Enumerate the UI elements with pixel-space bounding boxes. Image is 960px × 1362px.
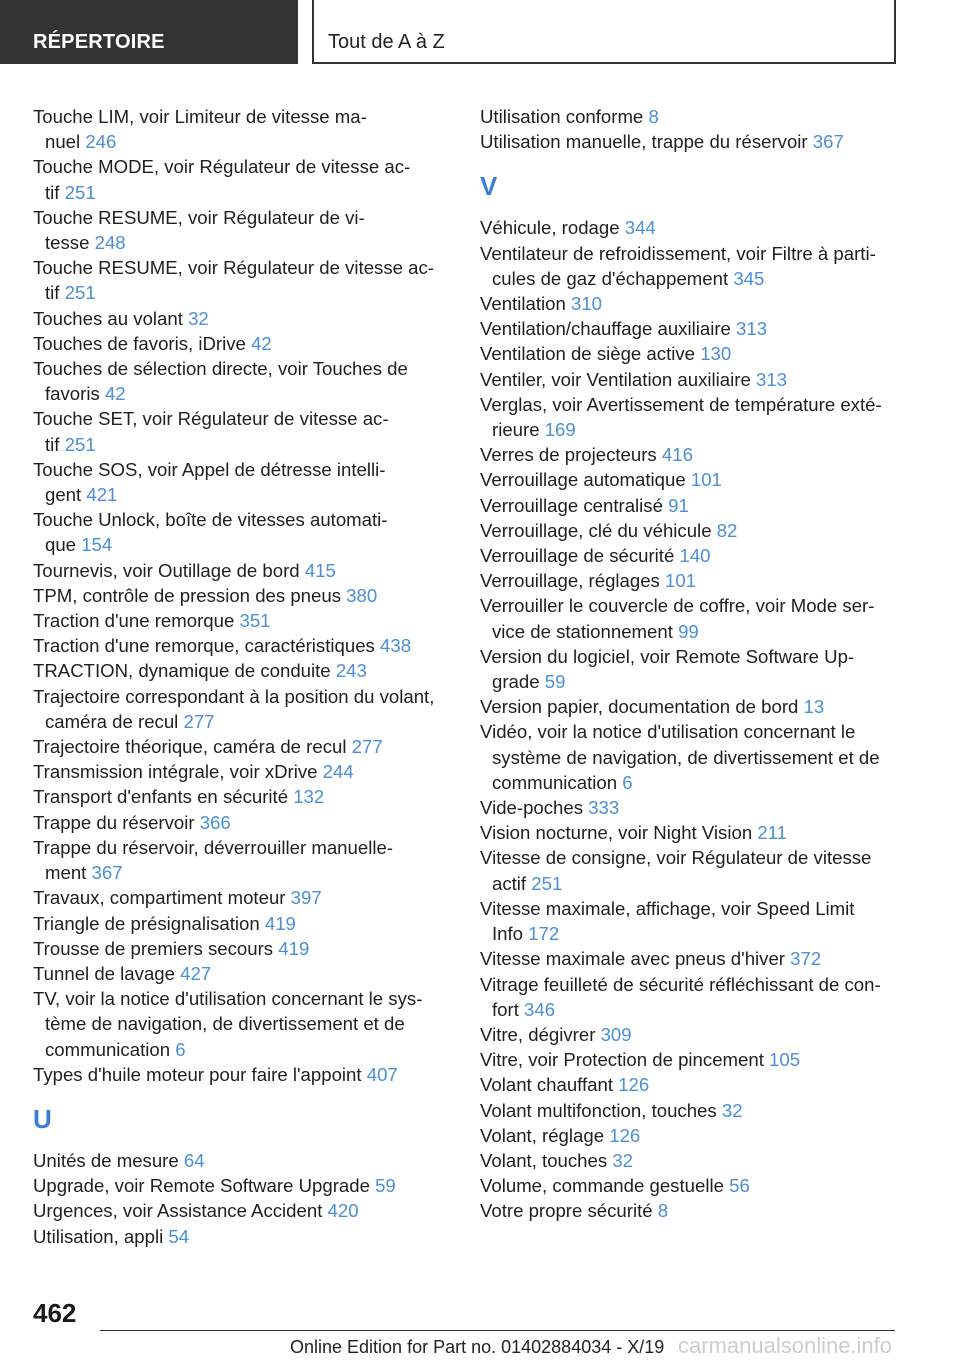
page-reference-link[interactable]: 420 (327, 1200, 359, 1222)
entry-text: Votre propre sécurité (480, 1200, 653, 1222)
page-reference-link[interactable]: 243 (335, 660, 367, 682)
index-entry (480, 946, 910, 971)
entry-text: Info (492, 923, 524, 945)
page-reference-link[interactable]: 91 (668, 494, 689, 516)
entry-text: Verres de projecteurs (480, 444, 657, 466)
page-reference-link[interactable]: 56 (729, 1175, 750, 1197)
entry-text: Upgrade, voir Remote Software Upgrade (33, 1175, 370, 1197)
entry-text: Volant, touches (480, 1149, 608, 1171)
page-reference-link[interactable]: 427 (180, 962, 212, 984)
index-entry (480, 1098, 910, 1123)
index-entry (33, 734, 453, 759)
page-reference-link[interactable]: 251 (64, 282, 96, 304)
entry-text: Transport d'enfants en sécurité (33, 786, 289, 808)
entry-text: Trajectoire correspondant à la position du volant, (33, 685, 435, 707)
entry-text: Vitre, voir Protection de pincement (480, 1049, 764, 1071)
entry-text: communication (45, 1038, 171, 1060)
index-entry (480, 367, 910, 392)
index-entry (480, 568, 910, 593)
entry-text: Urgences, voir Assistance Accident (33, 1200, 323, 1222)
page-reference-link[interactable]: 419 (278, 937, 310, 959)
index-letter-heading: U (33, 1103, 52, 1134)
index-entry (480, 543, 910, 568)
entry-text: Touche SET, voir Régulateur de vitesse ac- (33, 408, 389, 430)
entry-text: Version du logiciel, voir Remote Software Up- (480, 645, 855, 667)
page-reference-link[interactable]: 416 (661, 444, 693, 466)
index-entry (33, 1173, 453, 1198)
page-reference-link[interactable]: 419 (264, 912, 296, 934)
page-reference-link[interactable]: 372 (790, 948, 822, 970)
page-reference-link[interactable]: 54 (168, 1225, 190, 1247)
page-reference-link[interactable]: 8 (648, 106, 659, 127)
index-entry (480, 644, 910, 694)
footer-edition: Online Edition for Part no. 01402884034 - X/19 (290, 1337, 665, 1357)
entry-text: Vitesse maximale, affichage, voir Speed Limit (480, 897, 855, 919)
page-reference-link[interactable]: 105 (769, 1049, 801, 1071)
entry-text: tème de navigation, de divertissement et de (45, 1013, 405, 1035)
page-reference-link[interactable]: 172 (528, 923, 560, 945)
index-entry (33, 759, 453, 784)
index-entry (480, 104, 910, 129)
page-reference-link[interactable]: 42 (104, 383, 126, 405)
page-reference-link[interactable]: 407 (366, 1063, 398, 1085)
index-entry (480, 129, 910, 154)
page-reference-link[interactable]: 32 (612, 1149, 634, 1171)
page-reference-link[interactable]: 32 (721, 1099, 743, 1121)
page-reference-link[interactable]: 130 (700, 343, 732, 365)
index-entry (480, 719, 910, 795)
page-reference-link[interactable]: 309 (600, 1023, 632, 1045)
entry-text: Trappe du réservoir, déverrouiller manuelle- (33, 836, 393, 858)
entry-text: favoris (45, 383, 100, 405)
page-reference-link[interactable]: 277 (183, 710, 215, 732)
index-entry (480, 316, 910, 341)
entry-text: actif (492, 872, 527, 894)
entry-text: Travaux, compartiment moteur (33, 887, 286, 909)
entry-text: Vidéo, voir la notice d'utilisation concernant le (480, 721, 856, 743)
page-reference-link[interactable]: 421 (86, 484, 118, 506)
page-reference-link[interactable]: 82 (716, 519, 738, 541)
index-entry (480, 241, 910, 291)
index-entry (480, 1173, 910, 1198)
index-entry (480, 795, 910, 820)
page-reference-link[interactable]: 154 (81, 534, 113, 556)
entry-text: Vide-poches (480, 797, 584, 819)
index-entry (480, 694, 910, 719)
footer-divider (100, 1330, 895, 1331)
header-title: Tout de A à Z (312, 0, 896, 64)
entry-text: Touches au volant (33, 307, 183, 329)
index-column-left (33, 104, 453, 1249)
entry-text: Vitesse de consigne, voir Régulateur de vitesse (480, 847, 872, 869)
index-entry (480, 467, 910, 492)
page-reference-link[interactable]: 397 (290, 887, 322, 909)
page-reference-link[interactable]: 246 (85, 131, 117, 153)
page-reference-link[interactable]: 126 (609, 1124, 641, 1146)
page-reference-link[interactable]: 345 (733, 267, 765, 289)
entry-text: cules de gaz d'échappement (492, 267, 729, 289)
page-reference-link[interactable]: 351 (239, 610, 271, 632)
page-number: 462 (33, 1298, 77, 1328)
watermark: carmanualsonline.info (678, 1333, 893, 1358)
page-reference-link[interactable]: 211 (757, 822, 787, 844)
entry-text: communication (492, 771, 618, 793)
entry-text: Transmission intégrale, voir xDrive (33, 761, 318, 783)
entry-text: Volume, commande gestuelle (480, 1175, 724, 1197)
entry-text: Touche RESUME, voir Régulateur de vitesse ac- (33, 257, 434, 279)
entry-text: Verrouiller le couvercle de coffre, voir Mode ser- (480, 595, 875, 617)
entry-text: TRACTION, dynamique de conduite (33, 660, 331, 682)
index-letter-heading: V (480, 171, 498, 202)
entry-text: Vitre, dégivrer (480, 1023, 596, 1045)
page-reference-link[interactable]: 6 (175, 1038, 186, 1060)
entry-text: tesse (45, 232, 90, 254)
index-entry (33, 608, 453, 633)
index-entry (480, 442, 910, 467)
section-tab: RÉPERTOIRE (0, 0, 298, 64)
page-reference-link[interactable]: 169 (544, 419, 576, 441)
entry-text: vice de stationnement (492, 620, 673, 642)
index-entry (33, 1062, 453, 1087)
entry-text: Trousse de premiers secours (33, 937, 274, 959)
entry-text: Verrouillage automatique (480, 469, 686, 491)
index-entry (33, 331, 453, 356)
index-entry (33, 558, 453, 583)
entry-text: Volant, réglage (480, 1124, 605, 1146)
entry-text: Touches de favoris, iDrive (33, 332, 246, 354)
entry-text: Traction d'une remorque (33, 610, 235, 632)
index-entry (33, 684, 453, 734)
index-entry (480, 845, 910, 895)
entry-text: Traction d'une remorque, caractéristiques (33, 635, 375, 657)
index-entry (33, 306, 453, 331)
entry-text: Verrouillage, réglages (480, 570, 660, 592)
entry-text: ment (45, 862, 87, 884)
entry-text: fort (492, 998, 519, 1020)
entry-text: nuel (45, 131, 81, 153)
page-reference-link[interactable]: 251 (64, 181, 96, 203)
page-reference-link[interactable]: 6 (622, 771, 633, 793)
index-entry (33, 784, 453, 809)
entry-text: Verglas, voir Avertissement de température exté- (480, 393, 882, 415)
entry-text: gent (45, 484, 82, 506)
entry-text: TV, voir la notice d'utilisation concernant le sys- (33, 988, 423, 1010)
index-entry (33, 1224, 453, 1249)
entry-text: tif (45, 282, 60, 304)
page-reference-link[interactable]: 277 (351, 736, 383, 758)
entry-text: grade (492, 671, 540, 693)
entry-text: Verrouillage centralisé (480, 494, 663, 516)
index-entry (33, 154, 453, 204)
entry-text: Volant chauffant (480, 1074, 614, 1096)
entry-text: Tunnel de lavage (33, 962, 175, 984)
entry-text: Ventilateur de refroidissement, voir Filtre à parti- (480, 242, 876, 264)
entry-text: Touches de sélection directe, voir Touches de (33, 358, 408, 380)
index-entry (33, 810, 453, 835)
index-entry (480, 1123, 910, 1148)
index-entry (480, 493, 910, 518)
index-entry (480, 392, 910, 442)
page-reference-link[interactable]: 64 (183, 1149, 205, 1171)
page-reference-link[interactable]: 367 (91, 862, 123, 884)
index-entry (33, 104, 453, 154)
page-reference-link[interactable]: 244 (322, 761, 354, 783)
index-entry (33, 457, 453, 507)
page-reference-link[interactable]: 367 (812, 131, 844, 153)
page-reference-link[interactable]: 99 (678, 620, 699, 642)
page-reference-link[interactable]: 251 (531, 872, 563, 894)
page-reference-link[interactable]: 59 (375, 1175, 396, 1197)
index-entry (480, 341, 910, 366)
page-reference-link[interactable]: 101 (690, 469, 722, 491)
page-reference-link[interactable]: 248 (94, 232, 126, 254)
entry-text: Utilisation conforme (480, 106, 644, 127)
index-entry (480, 1022, 910, 1047)
page-reference-link[interactable]: 438 (380, 635, 412, 657)
entry-text: Trajectoire théorique, caméra de recul (33, 736, 347, 758)
page-reference-link[interactable]: 251 (64, 433, 96, 455)
entry-text: Vitrage feuilleté de sécurité réfléchissant de con- (480, 973, 881, 995)
entry-text: Verrouillage de sécurité (480, 545, 675, 567)
index-entry (480, 215, 910, 240)
index-entry (480, 820, 910, 845)
index-entry (33, 1198, 453, 1223)
entry-text: Véhicule, rodage (480, 217, 620, 239)
page-reference-link[interactable]: 140 (679, 545, 711, 567)
entry-text: tif (45, 433, 60, 455)
entry-text: Volant multifonction, touches (480, 1099, 717, 1121)
entry-text: TPM, contrôle de pression des pneus (33, 584, 341, 606)
index-entry (480, 593, 910, 643)
entry-text: rieure (492, 419, 540, 441)
index-entry (33, 255, 453, 305)
index-entry (480, 518, 910, 543)
page-reference-link[interactable]: 42 (251, 332, 272, 354)
index-entry (33, 961, 453, 986)
entry-text: Ventiler, voir Ventilation auxiliaire (480, 368, 751, 390)
page-reference-link[interactable]: 346 (524, 998, 556, 1020)
entry-text: tif (45, 181, 60, 203)
page-reference-link[interactable]: 313 (736, 318, 768, 340)
entry-text: Verrouillage, clé du véhicule (480, 519, 712, 541)
page-reference-link[interactable]: 32 (188, 307, 209, 329)
entry-text: Utilisation, appli (33, 1225, 164, 1247)
index-column-right (480, 104, 910, 1224)
entry-text: Touche RESUME, voir Régulateur de vi- (33, 206, 365, 228)
entry-text: Unités de mesure (33, 1149, 179, 1171)
index-entry (33, 986, 453, 1062)
index-entry (33, 406, 453, 456)
entry-text: que (45, 534, 77, 556)
entry-text: système de navigation, de divertissement et de (492, 746, 880, 768)
index-entry (33, 885, 453, 910)
entry-text: caméra de recul (45, 710, 179, 732)
entry-text: Utilisation manuelle, trappe du réservoir (480, 131, 808, 153)
entry-text: Triangle de présignalisation (33, 912, 260, 934)
entry-text: Tournevis, voir Outillage de bord (33, 559, 300, 581)
entry-text: Ventilation/chauffage auxiliaire (480, 318, 731, 340)
page-reference-link[interactable]: 380 (346, 584, 378, 606)
index-entry (480, 1148, 910, 1173)
index-entry (480, 896, 910, 946)
entry-text: Ventilation de siège active (480, 343, 696, 365)
index-entry (480, 972, 910, 1022)
page-reference-link[interactable]: 13 (803, 696, 825, 718)
index-entry (33, 911, 453, 936)
index-entry (480, 1198, 910, 1223)
entry-text: Vitesse maximale avec pneus d'hiver (480, 948, 785, 970)
page-header (0, 0, 960, 68)
page-reference-link[interactable]: 132 (293, 786, 325, 808)
page-reference-link[interactable]: 344 (624, 217, 656, 239)
index-entry (480, 1047, 910, 1072)
page-reference-link[interactable]: 310 (570, 293, 603, 315)
page-reference-link[interactable]: 59 (544, 671, 566, 693)
entry-text: Touche SOS, voir Appel de détresse intelli- (33, 458, 386, 480)
index-entry (33, 356, 453, 406)
entry-text: Touche Unlock, boîte de vitesses automati- (33, 509, 388, 531)
page-reference-link[interactable]: 126 (618, 1074, 650, 1096)
page-reference-link[interactable]: 366 (199, 811, 231, 833)
entry-text: Touche LIM, voir Limiteur de vitesse ma- (33, 106, 367, 127)
index-entry (33, 658, 453, 683)
index-entry (33, 583, 453, 608)
index-entry (480, 291, 910, 316)
page-reference-link[interactable]: 101 (665, 570, 697, 592)
page-reference-link[interactable]: 8 (657, 1200, 669, 1222)
entry-text: Trappe du réservoir (33, 811, 195, 833)
entry-text: Ventilation (480, 293, 566, 315)
index-entry (33, 633, 453, 658)
index-entry (33, 835, 453, 885)
page-reference-link[interactable]: 333 (588, 797, 620, 819)
index-entry (33, 507, 453, 557)
index-entry (33, 205, 453, 255)
entry-text: Touche MODE, voir Régulateur de vitesse ac- (33, 156, 411, 178)
page-reference-link[interactable]: 415 (304, 559, 336, 581)
entry-text: Version papier, documentation de bord (480, 696, 799, 718)
index-entry (480, 1072, 910, 1097)
index-entry (33, 936, 453, 961)
entry-text: Vision nocturne, voir Night Vision (480, 822, 753, 844)
index-entry (33, 1148, 453, 1173)
page-reference-link[interactable]: 313 (755, 368, 788, 390)
entry-text: Types d'huile moteur pour faire l'appoint (33, 1063, 362, 1085)
